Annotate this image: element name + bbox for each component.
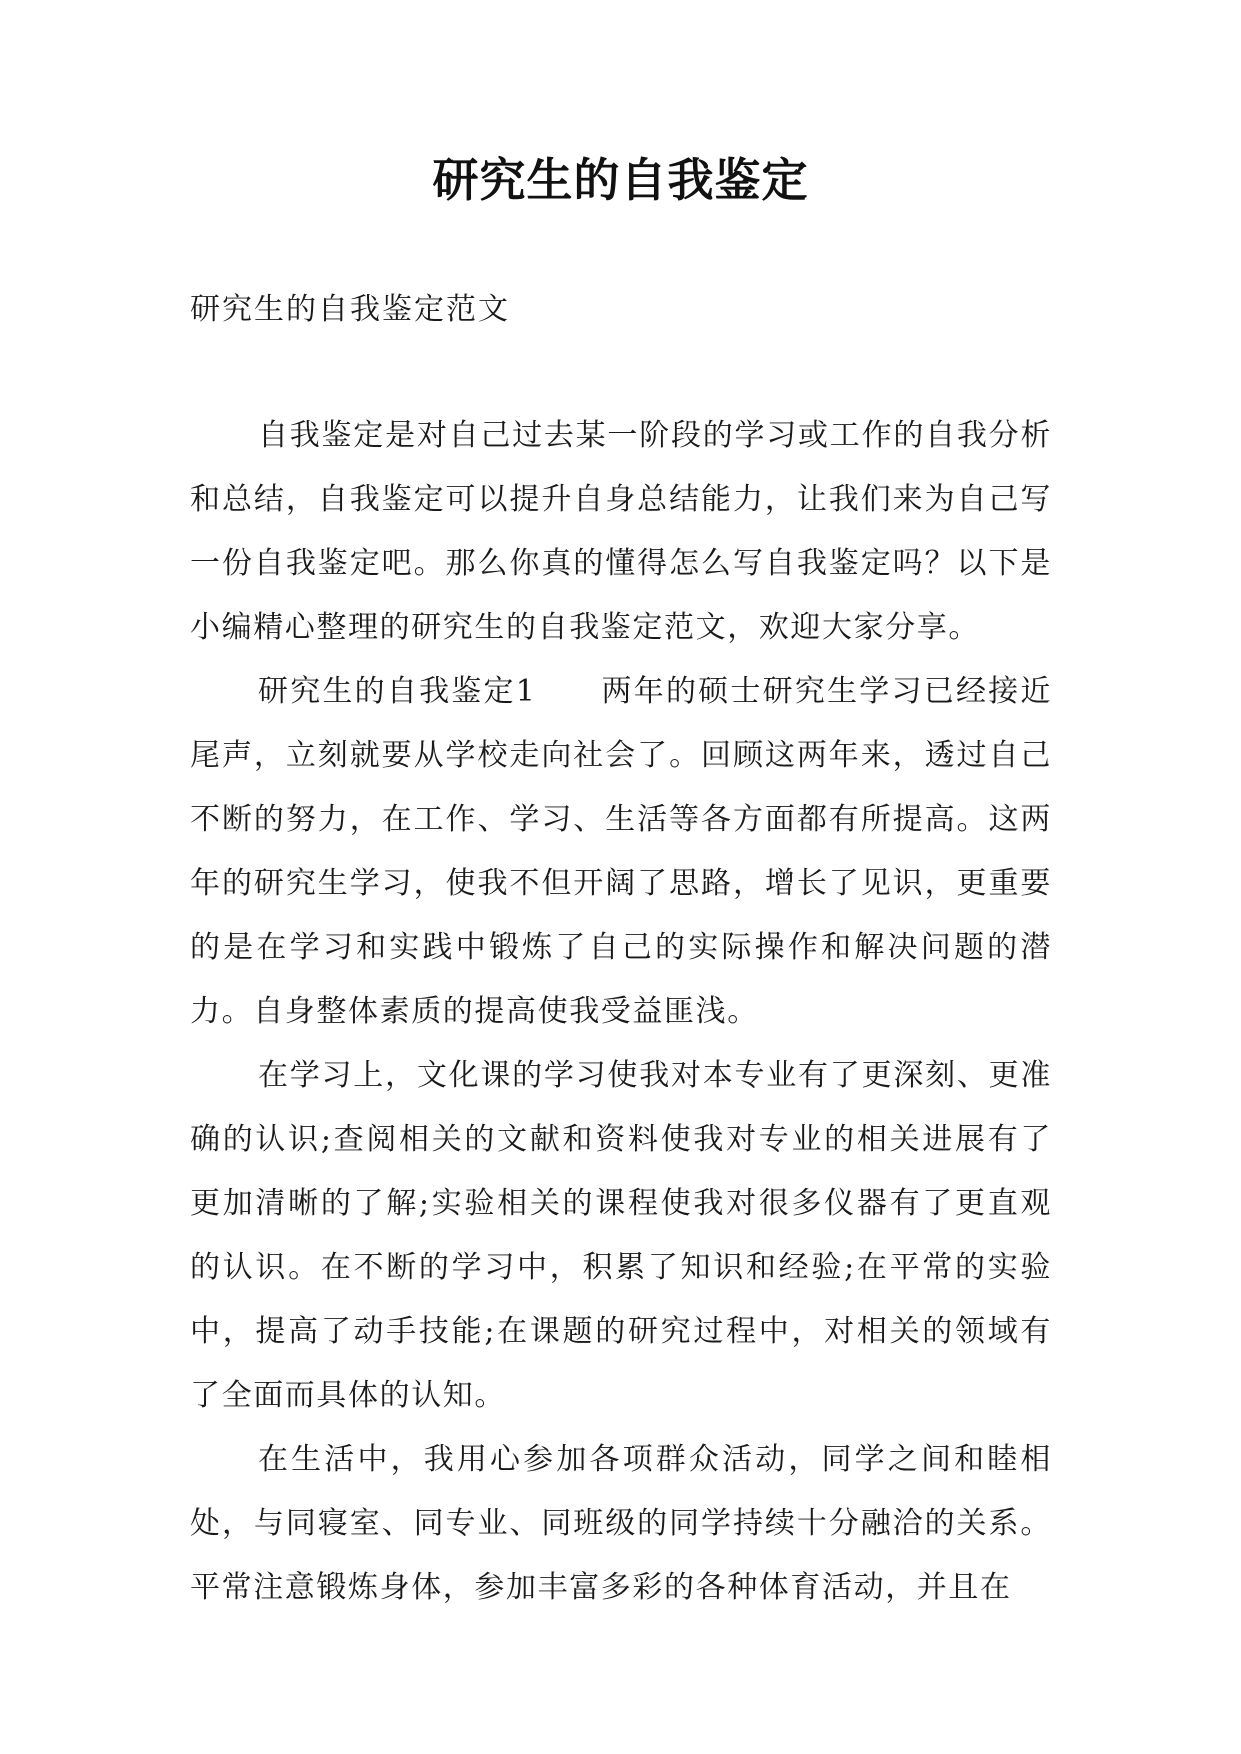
paragraph-self-assessment-1: 研究生的自我鉴定1 两年的硕士研究生学习已经接近尾声，立刻就要从学校走向社会了。回顾这两年来，透过自己不断的努力，在工作、学习、生活等各方面都有所提高。这两年的研究生学习，使我不但开阔了思路，增长了见识，更重要的是在学习和实践中锻炼了自己的实际操作和解决问题的潜力。自身整体素质的提高使我受益匪浅。 (190, 674, 1052, 1029)
document-subtitle: 研究生的自我鉴定范文 (190, 292, 510, 327)
document-body (190, 404, 1052, 1620)
paragraph-intro: 自我鉴定是对自己过去某一阶段的学习或工作的自我分析和总结，自我鉴定可以提升自身总结能力，让我们来为自己写一份自我鉴定吧。那么你真的懂得怎么写自我鉴定吗？以下是小编精心整理的研究生的自我鉴定范文，欢迎大家分享。 (190, 418, 1052, 645)
paragraph-study: 在学习上，文化课的学习使我对本专业有了更深刻、更准确的认识;查阅相关的文献和资料使我对专业的相关进展有了更加清晰的了解;实验相关的课程使我对很多仪器有了更直观的认识。在不断的学习中，积累了知识和经验;在平常的实验中，提高了动手技能;在课题的研究过程中，对相关的领域有了全面而具体的认知。 (190, 1058, 1052, 1413)
document-title: 研究生的自我鉴定 (432, 153, 809, 207)
paragraph-life: 在生活中，我用心参加各项群众活动，同学之间和睦相处，与同寝室、同专业、同班级的同学持续十分融洽的关系。平常注意锻炼身体，参加丰富多彩的各种体育活动，并且在 (190, 1442, 1052, 1605)
